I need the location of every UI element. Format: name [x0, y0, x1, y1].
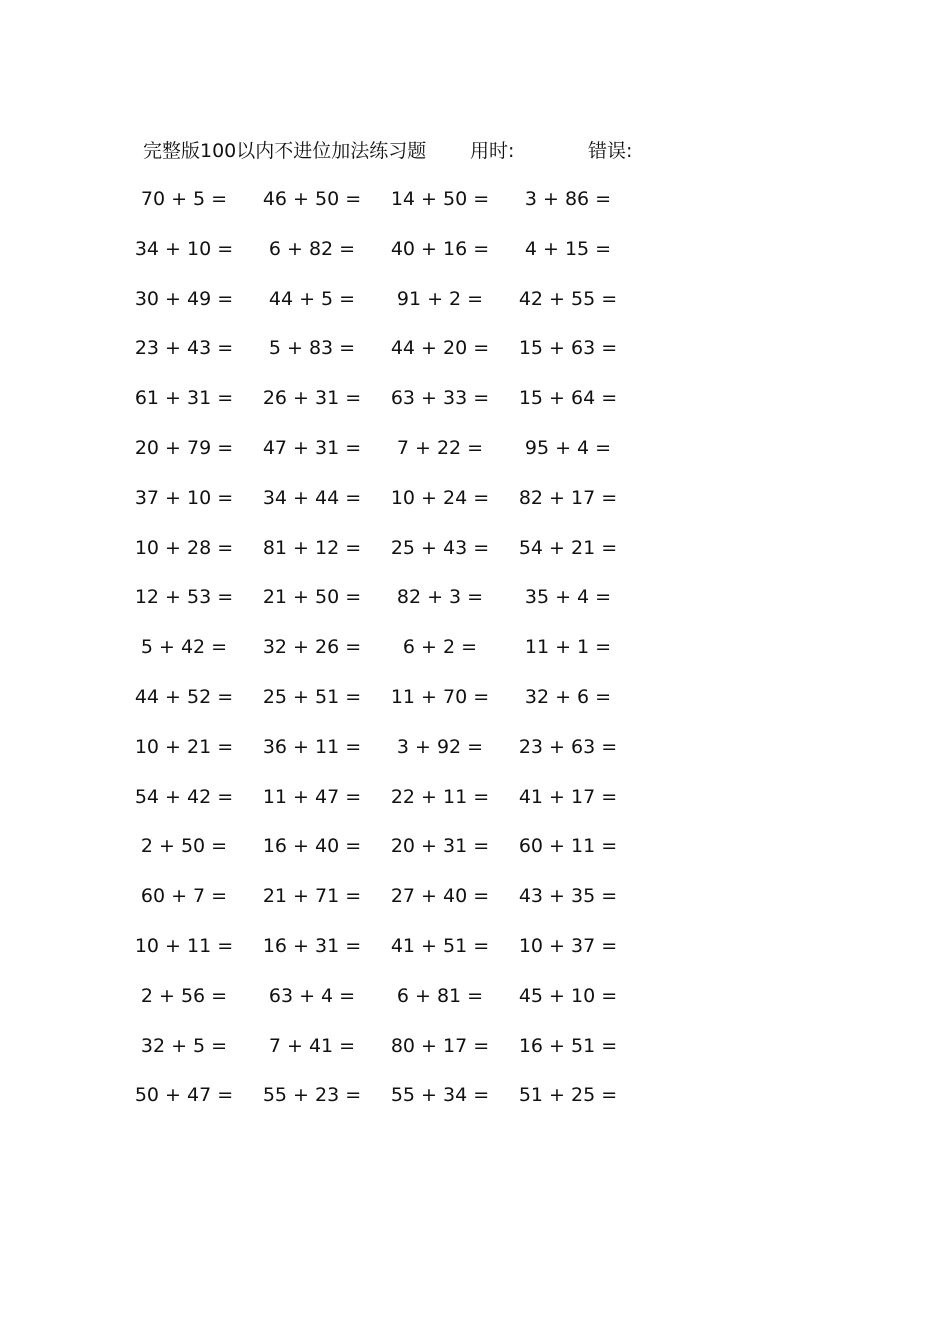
addition-problem: 70 + 5 = [140, 188, 228, 210]
addition-problem: 16 + 31 = [262, 934, 362, 957]
problem-row [0, 383, 950, 433]
addition-problem: 11 + 70 = [390, 685, 490, 708]
addition-problem: 44 + 52 = [134, 685, 234, 708]
addition-problem: 21 + 50 = [262, 586, 362, 609]
worksheet-title: 完整版100以内不进位加法练习题 [143, 140, 427, 162]
addition-problem: 3 + 86 = [524, 188, 612, 210]
addition-problem: 55 + 23 = [262, 1084, 362, 1107]
problem-row [0, 582, 950, 632]
addition-problem: 21 + 71 = [262, 885, 362, 908]
addition-problem: 10 + 24 = [390, 486, 490, 509]
addition-problem: 10 + 11 = [134, 934, 234, 957]
addition-problem: 5 + 83 = [268, 337, 356, 360]
addition-problem: 30 + 49 = [134, 287, 234, 310]
addition-problem: 60 + 11 = [518, 835, 618, 858]
problem-row [0, 533, 950, 583]
addition-problem: 34 + 10 = [134, 237, 234, 260]
problem-row [0, 682, 950, 732]
worksheet-header [0, 136, 950, 166]
problem-row [0, 1031, 950, 1081]
addition-problem: 36 + 11 = [262, 735, 362, 758]
addition-problem: 23 + 63 = [518, 735, 618, 758]
addition-problem: 61 + 31 = [134, 387, 234, 410]
addition-problem: 2 + 50 = [140, 835, 228, 858]
addition-problem: 11 + 1 = [524, 636, 612, 659]
addition-problem: 3 + 92 = [396, 735, 484, 758]
addition-problem: 22 + 11 = [390, 785, 490, 808]
addition-problem: 10 + 37 = [518, 934, 618, 957]
addition-problem: 35 + 4 = [524, 586, 612, 609]
addition-problem: 7 + 22 = [396, 436, 484, 459]
problem-row [0, 831, 950, 881]
time-used-label: 用时: [470, 140, 515, 162]
problem-row [0, 284, 950, 334]
addition-problem: 12 + 53 = [134, 586, 234, 609]
addition-problem: 20 + 31 = [390, 835, 490, 858]
addition-problem: 34 + 44 = [262, 486, 362, 509]
addition-problem: 37 + 10 = [134, 486, 234, 509]
addition-problem: 55 + 34 = [390, 1084, 490, 1107]
addition-problem: 82 + 3 = [396, 586, 484, 609]
error-count-label: 错误: [588, 140, 633, 162]
addition-problem: 63 + 4 = [268, 984, 356, 1007]
addition-problem: 81 + 12 = [262, 536, 362, 559]
addition-problem: 50 + 47 = [134, 1084, 234, 1107]
addition-problem: 14 + 50 = [390, 188, 490, 210]
addition-problem: 27 + 40 = [390, 885, 490, 908]
problem-row [0, 732, 950, 782]
addition-problem: 25 + 43 = [390, 536, 490, 559]
problem-row [0, 483, 950, 533]
addition-problem: 32 + 26 = [262, 636, 362, 659]
addition-problem: 15 + 63 = [518, 337, 618, 360]
addition-problem: 63 + 33 = [390, 387, 490, 410]
addition-problem: 10 + 28 = [134, 536, 234, 559]
addition-problem: 47 + 31 = [262, 436, 362, 459]
addition-problem: 42 + 55 = [518, 287, 618, 310]
addition-problem: 54 + 42 = [134, 785, 234, 808]
addition-problem: 16 + 40 = [262, 835, 362, 858]
addition-problem: 44 + 20 = [390, 337, 490, 360]
problem-row [0, 931, 950, 981]
addition-problem: 44 + 5 = [268, 287, 356, 310]
addition-problem: 43 + 35 = [518, 885, 618, 908]
problem-row [0, 333, 950, 383]
problem-row [0, 1080, 950, 1130]
addition-problem: 15 + 64 = [518, 387, 618, 410]
addition-problem: 32 + 6 = [524, 685, 612, 708]
addition-problem: 4 + 15 = [524, 237, 612, 260]
addition-problem: 82 + 17 = [518, 486, 618, 509]
addition-problem: 16 + 51 = [518, 1034, 618, 1057]
problem-row [0, 881, 950, 931]
problem-row [0, 632, 950, 682]
addition-problem: 91 + 2 = [396, 287, 484, 310]
addition-problem: 5 + 42 = [140, 636, 228, 659]
addition-problem: 95 + 4 = [524, 436, 612, 459]
addition-problem: 51 + 25 = [518, 1084, 618, 1107]
addition-problem: 40 + 16 = [390, 237, 490, 260]
addition-problem: 6 + 82 = [268, 237, 356, 260]
addition-problem: 20 + 79 = [134, 436, 234, 459]
addition-problem: 7 + 41 = [268, 1034, 356, 1057]
addition-problem: 41 + 17 = [518, 785, 618, 808]
problem-row [0, 782, 950, 832]
addition-problem: 10 + 21 = [134, 735, 234, 758]
addition-problem: 32 + 5 = [140, 1034, 228, 1057]
problem-row [0, 234, 950, 284]
addition-problem: 54 + 21 = [518, 536, 618, 559]
addition-problem: 2 + 56 = [140, 984, 228, 1007]
addition-problem: 45 + 10 = [518, 984, 618, 1007]
addition-problem: 25 + 51 = [262, 685, 362, 708]
problem-grid [0, 184, 950, 1130]
addition-problem: 60 + 7 = [140, 885, 228, 908]
problem-row [0, 433, 950, 483]
addition-problem: 46 + 50 = [262, 188, 362, 210]
addition-problem: 26 + 31 = [262, 387, 362, 410]
addition-problem: 41 + 51 = [390, 934, 490, 957]
addition-problem: 11 + 47 = [262, 785, 362, 808]
addition-problem: 6 + 2 = [402, 636, 478, 659]
problem-row [0, 981, 950, 1031]
addition-problem: 80 + 17 = [390, 1034, 490, 1057]
addition-problem: 6 + 81 = [396, 984, 484, 1007]
addition-problem: 23 + 43 = [134, 337, 234, 360]
problem-row [0, 184, 950, 234]
